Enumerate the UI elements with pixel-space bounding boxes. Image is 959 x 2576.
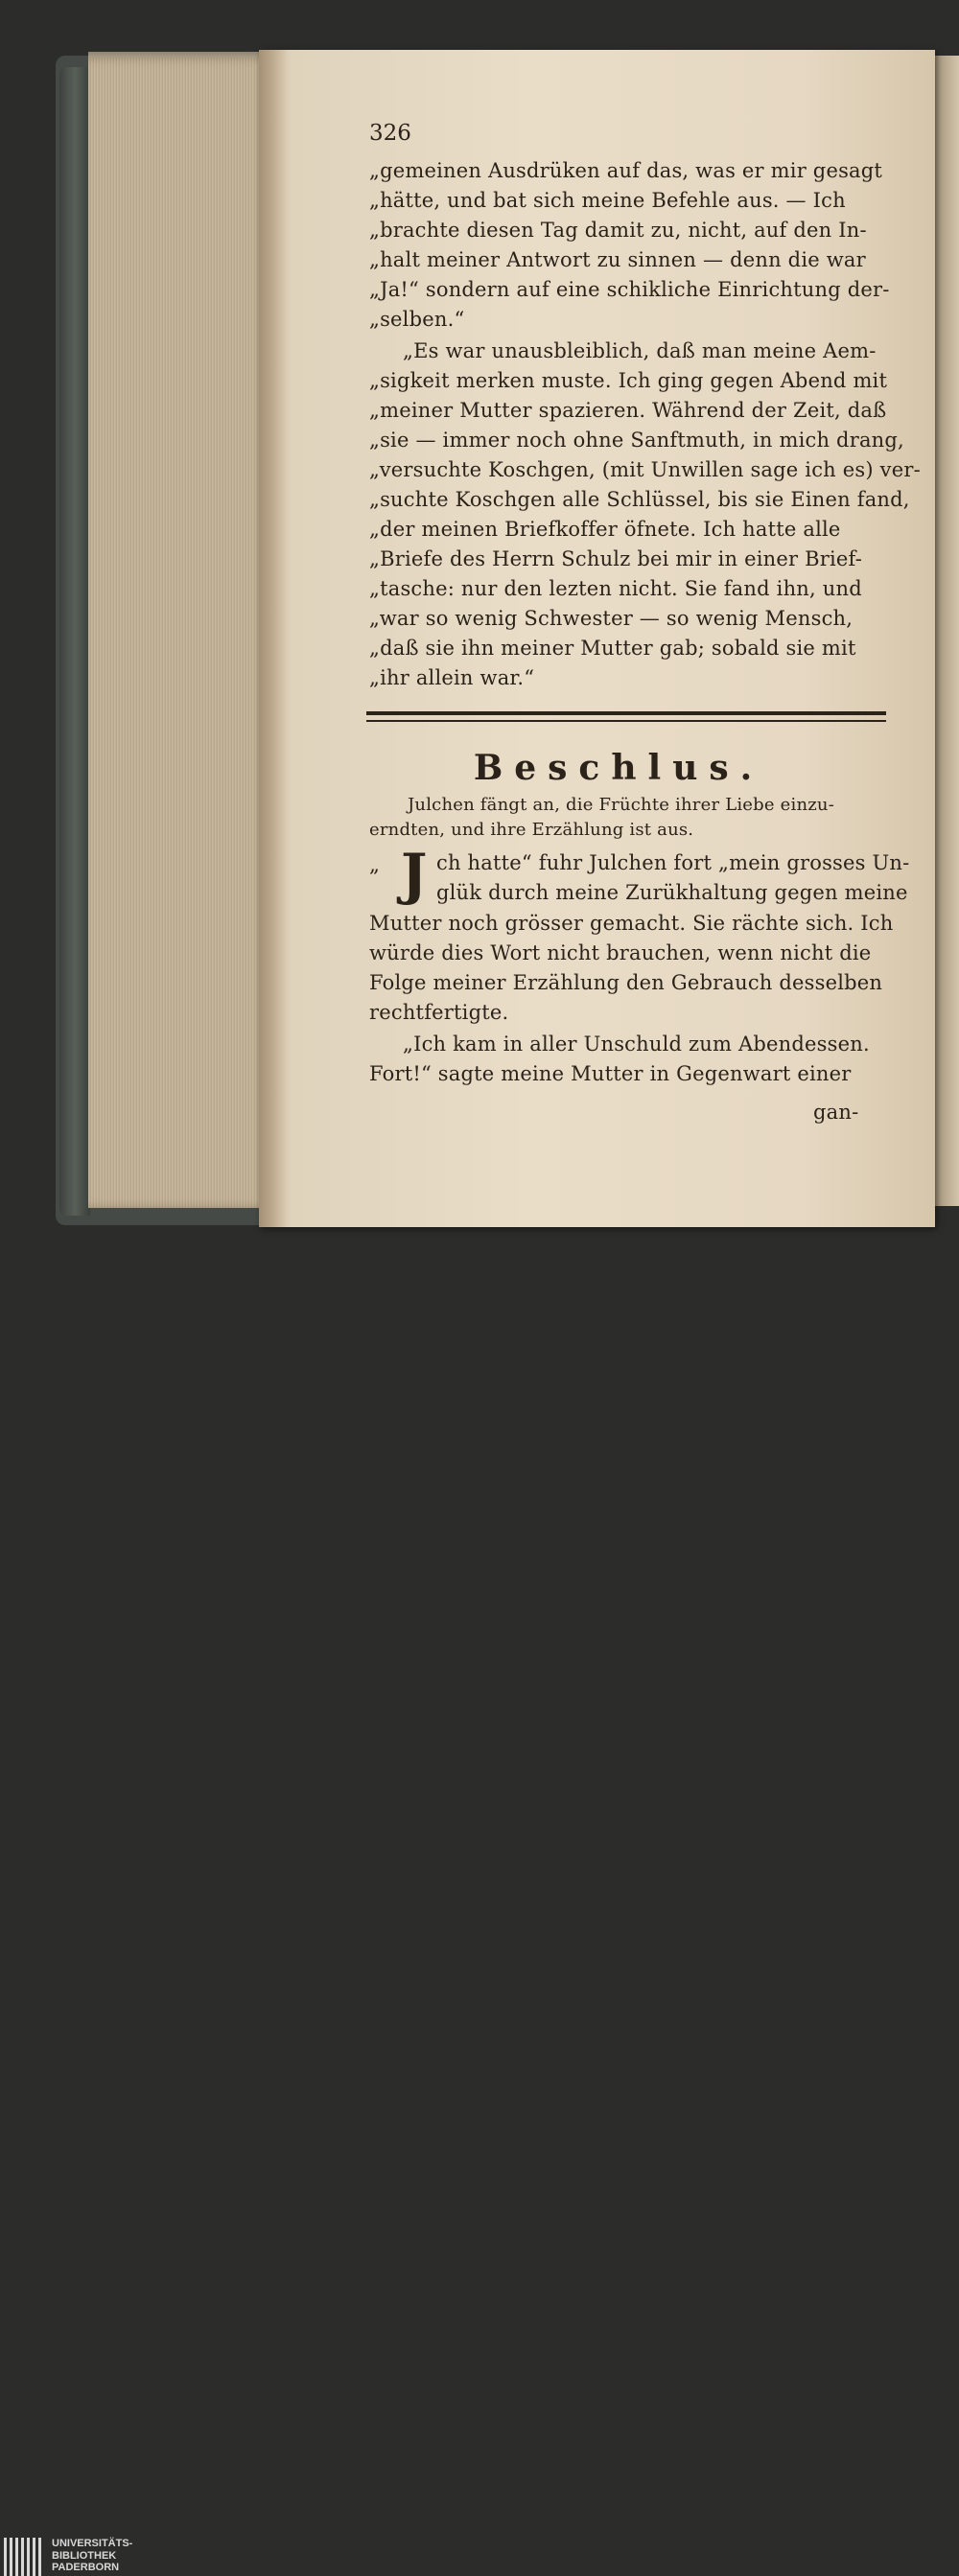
text-line: Folge meiner Erzählung den Gebrauch desselben (369, 971, 883, 994)
drop-cap: J (401, 842, 428, 907)
text-line: „Ja!“ sondern auf eine schikliche Einrichtung der- (369, 278, 890, 301)
text-line: „daß sie ihn meiner Mutter gab; sobald sie mit (369, 637, 856, 660)
page-number: 326 (369, 121, 411, 146)
library-logo-text (52, 2538, 132, 2574)
text-line: Fort!“ sagte meine Mutter in Gegenwart einer (369, 1062, 852, 1085)
logo-line: BIBLIOTHEK (52, 2549, 117, 2562)
footer-bar (0, 1265, 959, 2573)
logo-line: PADERBORN (52, 2562, 120, 2573)
text-line: „der meinen Briefkoffer öfnete. Ich hatte alle (369, 518, 841, 541)
text-line: „tasche: nur den lezten nicht. Sie fand ihn, und (369, 577, 862, 600)
text-line: Mutter noch grösser gemacht. Sie rächte sich. Ich (369, 912, 894, 935)
text-line: „hätte, und bat sich meine Befehle aus. — Ich (369, 189, 846, 212)
text-line: „halt meiner Antwort zu sinnen — denn die war (369, 248, 866, 271)
text-line: „Ich kam in aller Unschuld zum Abendessen. (403, 1033, 870, 1056)
opening-quote: „ (369, 853, 381, 876)
text-line: „ihr allein war.“ (369, 666, 535, 689)
section-rule-thick (366, 711, 886, 715)
section-rule-thin (366, 720, 886, 722)
text-line: „gemeinen Ausdrüken auf das, was er mir gesagt (369, 159, 883, 182)
text-line: „suchte Koschgen alle Schlüssel, bis sie Einen fand, (369, 488, 910, 511)
scan-image (0, 0, 959, 1265)
text-line: würde dies Wort nicht brauchen, wenn nicht die (369, 941, 872, 964)
library-logo-icon (4, 2538, 46, 2576)
text-line: „war so wenig Schwester — so wenig Mensch, (369, 607, 854, 630)
text-line: „Briefe des Herrn Schulz bei mir in einer Brief- (369, 547, 863, 570)
text-line: rechtfertigte. (369, 1001, 509, 1024)
text-line: „Es war unausbleiblich, daß man meine Aem- (403, 339, 877, 362)
page-text (0, 0, 959, 1265)
text-line: glük durch meine Zurükhaltung gegen meine (436, 881, 908, 904)
chapter-heading: Beschlus. (473, 748, 764, 788)
text-line: „selben.“ (369, 308, 465, 331)
text-line: ch hatte“ fuhr Julchen fort „mein grosses Un- (436, 851, 910, 874)
text-line: „meiner Mutter spazieren. Während der Zeit, daß (369, 399, 887, 422)
text-line: „sie — immer noch ohne Sanftmuth, in mich drang, (369, 429, 904, 452)
logo-line: UNIVERSITÄTS- (52, 2538, 133, 2549)
chapter-summary-line: erndten, und ihre Erzählung ist aus. (369, 820, 694, 840)
catchword: gan- (813, 1101, 859, 1124)
text-line: „versuchte Koschgen, (mit Unwillen sage ich es) ver- (369, 458, 921, 481)
text-line: „sigkeit merken muste. Ich ging gegen Abend mit (369, 369, 888, 392)
chapter-summary-line: Julchen fängt an, die Früchte ihrer Liebe einzu- (408, 795, 835, 815)
text-line: „brachte diesen Tag damit zu, nicht, auf den In- (369, 219, 867, 242)
